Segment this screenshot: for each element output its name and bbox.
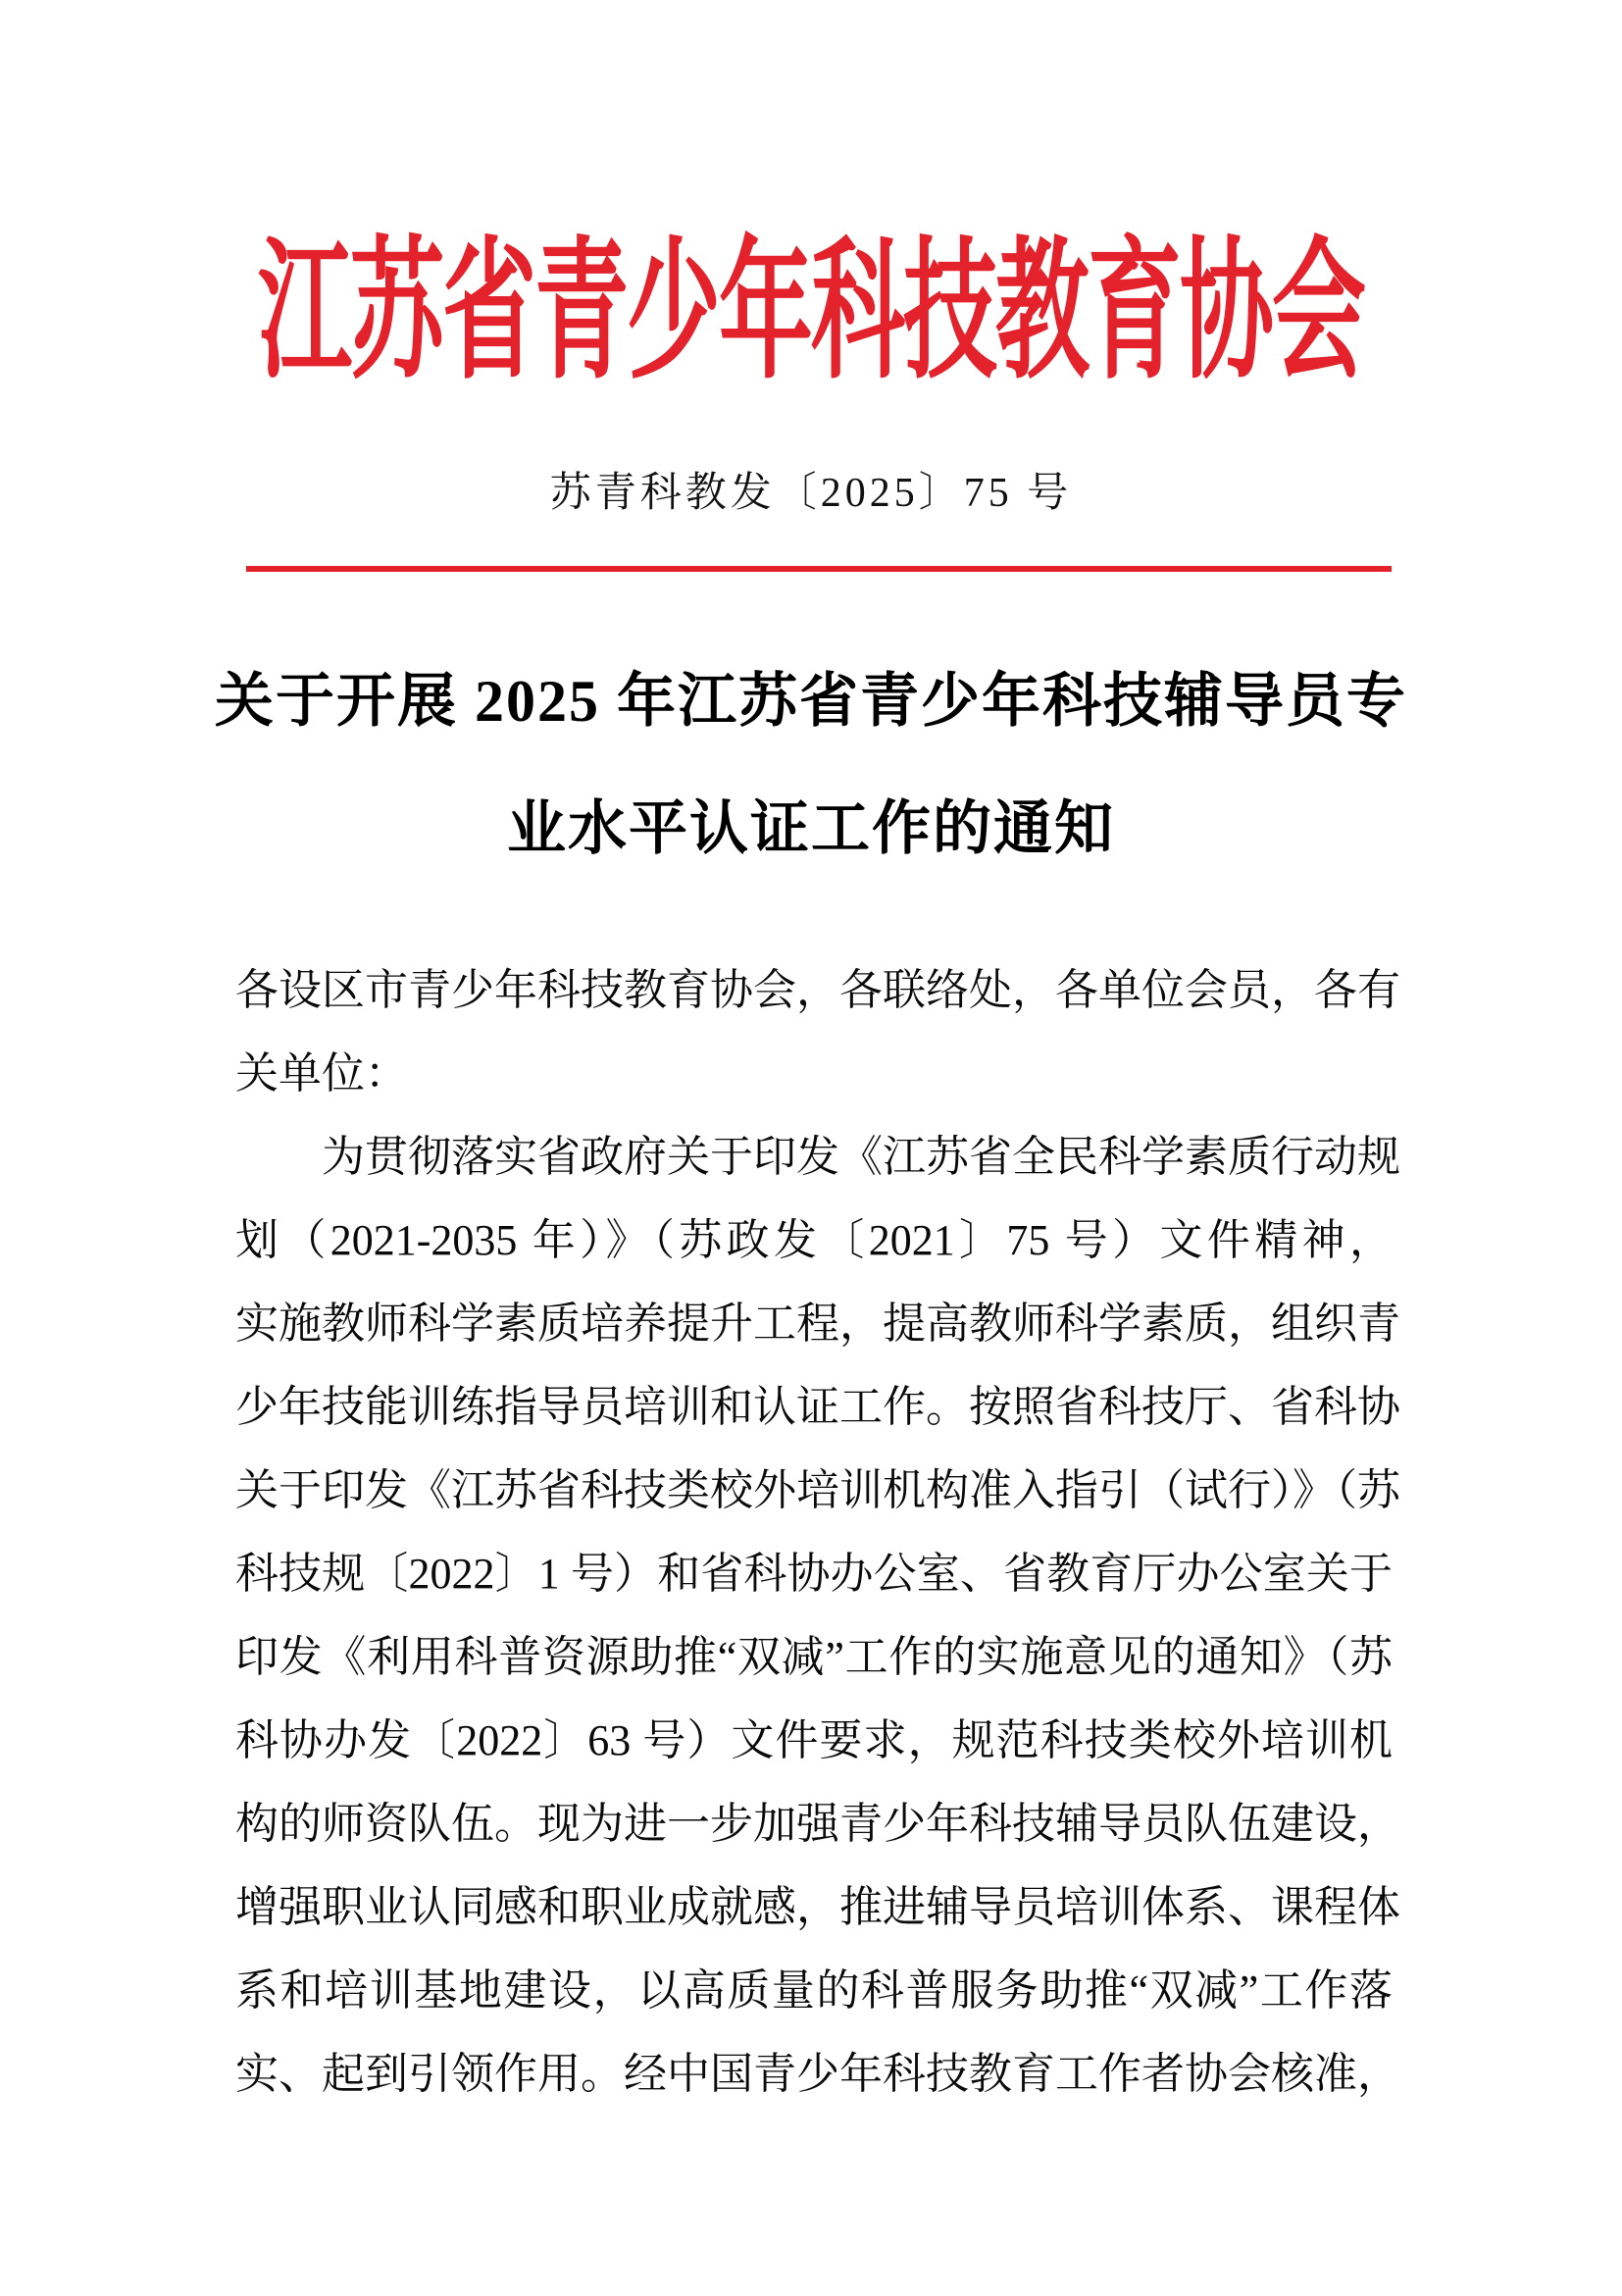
body-line: 各设区市青少年科技教育协会，各联络处，各单位会员，各有 [235,966,1400,1014]
notice-title-line-1: 关于开展 2025 年江苏省青少年科技辅导员专 [215,669,1407,734]
body-line: 增强职业认同感和职业成就感，推进辅导员培训体系、课程体 [235,1883,1400,1931]
doc-number: 苏青科教发〔2025〕75 号 [549,471,1073,516]
notice-title [0,638,1622,893]
body-line: 构的师资队伍。现为进一步加强青少年科技辅导员队伍建设， [235,1800,1400,1848]
body-line: 划（2021-2035 年）》（苏政发〔2021〕75 号）文件精神， [235,1216,1393,1264]
body-line: 科协办发〔2022〕63 号）文件要求，规范科技类校外培训机 [235,1716,1393,1764]
body-line: 科技规〔2022〕1 号）和省科协办公室、省教育厅办公室关于 [235,1550,1393,1598]
body-line: 系和培训基地建设，以高质量的科普服务助推“双减”工作落 [235,1966,1393,2015]
body-text [235,948,1400,2116]
org-name-masthead: 江苏省青少年科技教育协会 [258,227,1364,397]
red-divider-line [246,566,1392,572]
notice-title-line-2: 业水平认证工作的通知 [507,796,1115,861]
body-line: 关于印发《江苏省科技类校外培训机构准入指引（试行）》（苏 [235,1466,1400,1514]
body-line: 关单位： [235,1049,408,1097]
body-line: 实施教师科学素质培养提升工程，提高教师科学素质，组织青 [235,1300,1400,1348]
body-line: 少年技能训练指导员培训和认证工作。按照省科技厅、省科协 [235,1383,1400,1431]
body-line: 实、起到引领作用。经中国青少年科技教育工作者协会核准， [235,2050,1400,2098]
body-line: 印发《利用科普资源助推“双减”工作的实施意见的通知》（苏 [235,1633,1393,1681]
body-line: 为贯彻落实省政府关于印发《江苏省全民科学素质行动规 [322,1133,1400,1181]
